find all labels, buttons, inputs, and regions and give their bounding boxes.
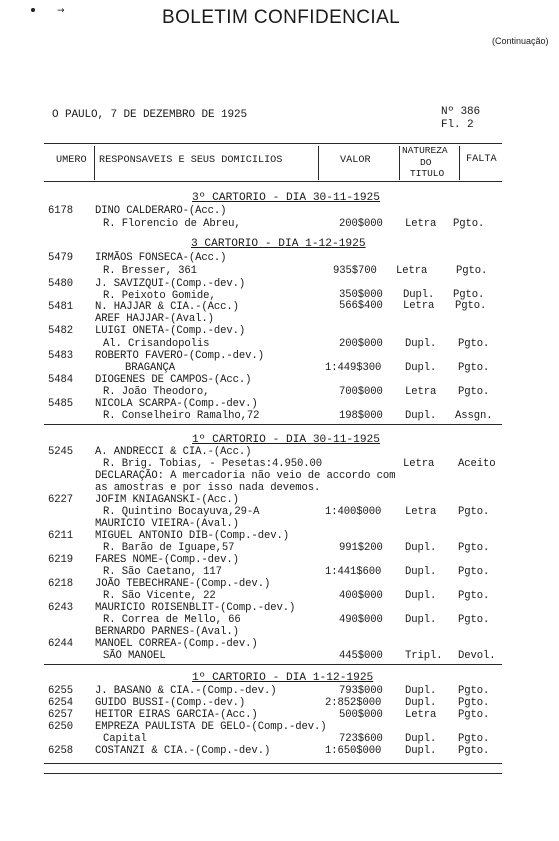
row-natureza: Dupl. <box>405 542 437 554</box>
row-number: 5482 <box>48 325 74 337</box>
row-text: R. Peixoto Gomide, <box>103 290 216 302</box>
row-text: N. HAJJAR & CIA.-(Acc.) <box>95 301 239 313</box>
row-number: 5485 <box>48 398 74 410</box>
row-natureza: Letra <box>403 300 435 312</box>
row-text: IRMÃOS FONSECA-(Acc.) <box>95 252 227 264</box>
row-number: 6250 <box>48 721 74 733</box>
row-text: GUIDO BUSSI-(Comp.-dev.) <box>95 697 246 709</box>
row-valor: 2:852$000 <box>325 697 382 709</box>
row-text: J. SAVIZQUI-(Comp.-dev.) <box>95 278 246 290</box>
declaration-text: as amostras e por isso nada devemos. <box>95 482 321 494</box>
row-text: ROBERTO FAVERO-(Comp.-dev.) <box>95 350 264 362</box>
row-valor: 350$000 <box>339 289 383 301</box>
row-text: BRAGANÇA <box>125 362 176 374</box>
col-divider-3 <box>399 146 400 180</box>
row-text: R. Quintino Bocayuva,29-A <box>103 506 260 518</box>
row-falta: Pgto. <box>458 685 490 697</box>
row-natureza: Dupl. <box>405 590 437 602</box>
row-falta: Pgto. <box>458 745 490 757</box>
section-separator <box>44 424 502 425</box>
place-date: O PAULO, 7 DE DEZEMBRO DE 1925 <box>52 109 248 121</box>
row-text: SÃO MANOEL <box>103 650 166 662</box>
row-text: MAURICIO VIEIRA-(Aval.) <box>95 518 239 530</box>
header-top-rule <box>44 143 502 144</box>
row-text: HEITOR EIRAS GARCIA-(Acc.) <box>95 709 258 721</box>
row-number: 6258 <box>48 745 74 757</box>
row-falta: Pgto. <box>458 386 490 398</box>
row-text: JOÃO TEBECHRANE-(Comp.-dev.) <box>95 578 271 590</box>
row-natureza: Letra <box>405 386 437 398</box>
row-natureza: Dupl. <box>403 289 435 301</box>
row-natureza: Dupl. <box>405 685 437 697</box>
row-falta: Pgto. <box>458 614 490 626</box>
sheet-number: Fl. 2 <box>441 119 474 131</box>
row-falta: Devol. <box>458 650 496 662</box>
row-falta: Pgto. <box>458 566 490 578</box>
section-title: 3 CARTORIO - DIA 1-12-1925 <box>191 238 366 250</box>
col-header-falta: FALTA <box>466 154 497 165</box>
document-title: BOLETIM CONFIDENCIAL <box>162 7 401 28</box>
col-header-responsaveis: RESPONSAVEIS E SEUS DOMICILIOS <box>99 155 283 166</box>
section-title: 1º CARTORIO - DIA 1-12-1925 <box>192 672 374 684</box>
row-number: 6227 <box>48 494 74 506</box>
row-falta: Pgto. <box>458 709 490 721</box>
row-number: 6219 <box>48 554 74 566</box>
row-number: 5481 <box>48 301 74 313</box>
row-valor: 991$200 <box>339 542 383 554</box>
row-valor: 400$000 <box>339 590 383 602</box>
row-valor: 490$000 <box>339 614 383 626</box>
row-number: 5483 <box>48 350 74 362</box>
row-natureza: Dupl. <box>405 697 437 709</box>
row-text: AREF HAJJAR-(Aval.) <box>95 313 214 325</box>
row-text: MANOEL CORREA-(Comp.-dev.) <box>95 638 258 650</box>
col-divider-4 <box>459 146 460 180</box>
row-falta: Pgto. <box>458 590 490 602</box>
row-valor: 445$000 <box>339 650 383 662</box>
row-falta: Pgto. <box>456 265 488 277</box>
col-divider-1 <box>94 146 95 180</box>
col-header-natureza-1: NATUREZA <box>402 145 448 156</box>
row-text: R. São Caetano, 117 <box>103 566 222 578</box>
row-text: R. Brig. Tobias, - Pesetas:4.950.00 <box>103 458 323 470</box>
row-text: R. Barão de Iguape,57 <box>103 542 235 554</box>
row-number: 6211 <box>48 530 74 542</box>
section-separator <box>44 664 502 665</box>
row-valor: 700$000 <box>339 386 383 398</box>
row-number: 6243 <box>48 602 74 614</box>
row-number: 6218 <box>48 578 74 590</box>
corner-mark-arrow: → <box>57 6 65 16</box>
row-valor: 793$000 <box>339 685 383 697</box>
corner-mark-dot <box>31 8 35 12</box>
row-valor: 198$000 <box>339 410 383 422</box>
col-header-valor: VALOR <box>340 155 371 166</box>
row-text: JOFIM KNIAGANSKI-(Acc.) <box>95 494 239 506</box>
row-valor: 1:449$300 <box>325 362 382 374</box>
row-falta: Pgto. <box>458 733 490 745</box>
row-text: COSTANZI & CIA.-(Comp.-dev.) <box>95 745 271 757</box>
row-number: 5245 <box>48 446 74 458</box>
row-text: A. ANDRECCI & CIA.-(Acc.) <box>95 446 252 458</box>
bottom-rule-2 <box>44 773 502 774</box>
row-number: 5479 <box>48 252 74 264</box>
row-number: 6255 <box>48 685 74 697</box>
row-valor: 200$000 <box>339 338 383 350</box>
col-header-numero: UMERO <box>56 155 87 166</box>
row-text: DIOGENES DE CAMPOS-(Acc.) <box>95 374 252 386</box>
row-valor: 935$700 <box>333 265 377 277</box>
row-valor: 1:400$000 <box>325 506 382 518</box>
bottom-rule-1 <box>44 763 502 764</box>
row-falta: Pgto. <box>458 338 490 350</box>
row-valor: 200$000 <box>339 218 383 230</box>
row-text: Al. Crisandopolis <box>103 338 210 350</box>
row-natureza: Dupl. <box>405 338 437 350</box>
row-text: LUIGI ONETA-(Comp.-dev.) <box>95 325 246 337</box>
row-falta: Pgto. <box>455 300 487 312</box>
row-number: 6254 <box>48 697 74 709</box>
row-valor: 1:441$600 <box>325 566 382 578</box>
row-natureza: Tripl. <box>405 650 443 662</box>
row-valor: 500$000 <box>339 709 383 721</box>
row-text: R. Bresser, 361 <box>103 265 197 277</box>
row-natureza: Letra <box>405 506 437 518</box>
continuation-label: (Continuação) <box>492 36 549 46</box>
header-bottom-rule <box>44 181 502 182</box>
row-falta: Assgn. <box>455 410 493 422</box>
row-text: BERNARDO PARNES-(Aval.) <box>95 626 239 638</box>
row-natureza: Dupl. <box>405 614 437 626</box>
row-number: 6244 <box>48 638 74 650</box>
row-text: MIGUEL ANTONIO DIB-(Comp.-dev.) <box>95 530 289 542</box>
row-text: R. Correa de Mello, 66 <box>103 614 241 626</box>
row-falta: Pgto. <box>458 506 490 518</box>
row-falta: Pgto. <box>458 542 490 554</box>
row-natureza: Dupl. <box>405 733 437 745</box>
row-falta: Aceito <box>458 458 496 470</box>
section-title: 1º CARTORIO - DIA 30-11-1925 <box>192 434 380 446</box>
row-valor: 723$600 <box>339 733 383 745</box>
col-header-natureza-2: DO <box>420 157 432 168</box>
row-text: R. Florencio de Abreu, <box>103 218 241 230</box>
row-natureza: Letra <box>405 218 437 230</box>
row-number: 5484 <box>48 374 74 386</box>
row-text: MAURICIO ROISENBLIT-(Comp.-dev.) <box>95 602 296 614</box>
row-natureza: Letra <box>405 709 437 721</box>
bulletin-number: Nº 386 <box>441 106 481 118</box>
row-natureza: Dupl. <box>405 745 437 757</box>
row-falta: Pgto. <box>453 289 485 301</box>
row-text: R. João Theodoro, <box>103 386 210 398</box>
row-natureza: Letra <box>403 458 435 470</box>
row-natureza: Dupl. <box>405 566 437 578</box>
row-valor: 566$400 <box>339 300 383 312</box>
section-title: 3º CARTORIO - DIA 30-11-1925 <box>192 192 380 204</box>
row-number: 6257 <box>48 709 74 721</box>
row-falta: Pgto. <box>458 362 490 374</box>
col-header-natureza-3: TITULO <box>410 168 445 179</box>
row-number: 6178 <box>48 205 74 217</box>
row-text: EMPREZA PAULISTA DE GELO-(Comp.-dev.) <box>95 721 327 733</box>
row-valor: 1:650$000 <box>325 745 382 757</box>
row-natureza: Letra <box>396 265 428 277</box>
row-number: 5480 <box>48 278 74 290</box>
declaration-text: DECLARAÇÃO: A mercadoria não veio de accordo com <box>95 470 396 482</box>
row-natureza: Dupl. <box>405 410 437 422</box>
col-divider-2 <box>318 146 319 180</box>
row-text: FARES NOME-(Comp.-dev.) <box>95 554 239 566</box>
row-falta: Pgto. <box>458 697 490 709</box>
row-text: Capital <box>103 733 147 745</box>
row-text: DINO CALDERARO-(Acc.) <box>95 205 227 217</box>
row-text: R. São Vicente, 22 <box>103 590 216 602</box>
row-natureza: Dupl. <box>405 362 437 374</box>
row-falta: Pgto. <box>453 218 485 230</box>
row-text: J. BASANO & CIA.-(Comp.-dev.) <box>95 685 277 697</box>
row-text: NICOLA SCARPA-(Comp.-dev.) <box>95 398 258 410</box>
row-text: R. Conselheiro Ramalho,72 <box>103 410 260 422</box>
